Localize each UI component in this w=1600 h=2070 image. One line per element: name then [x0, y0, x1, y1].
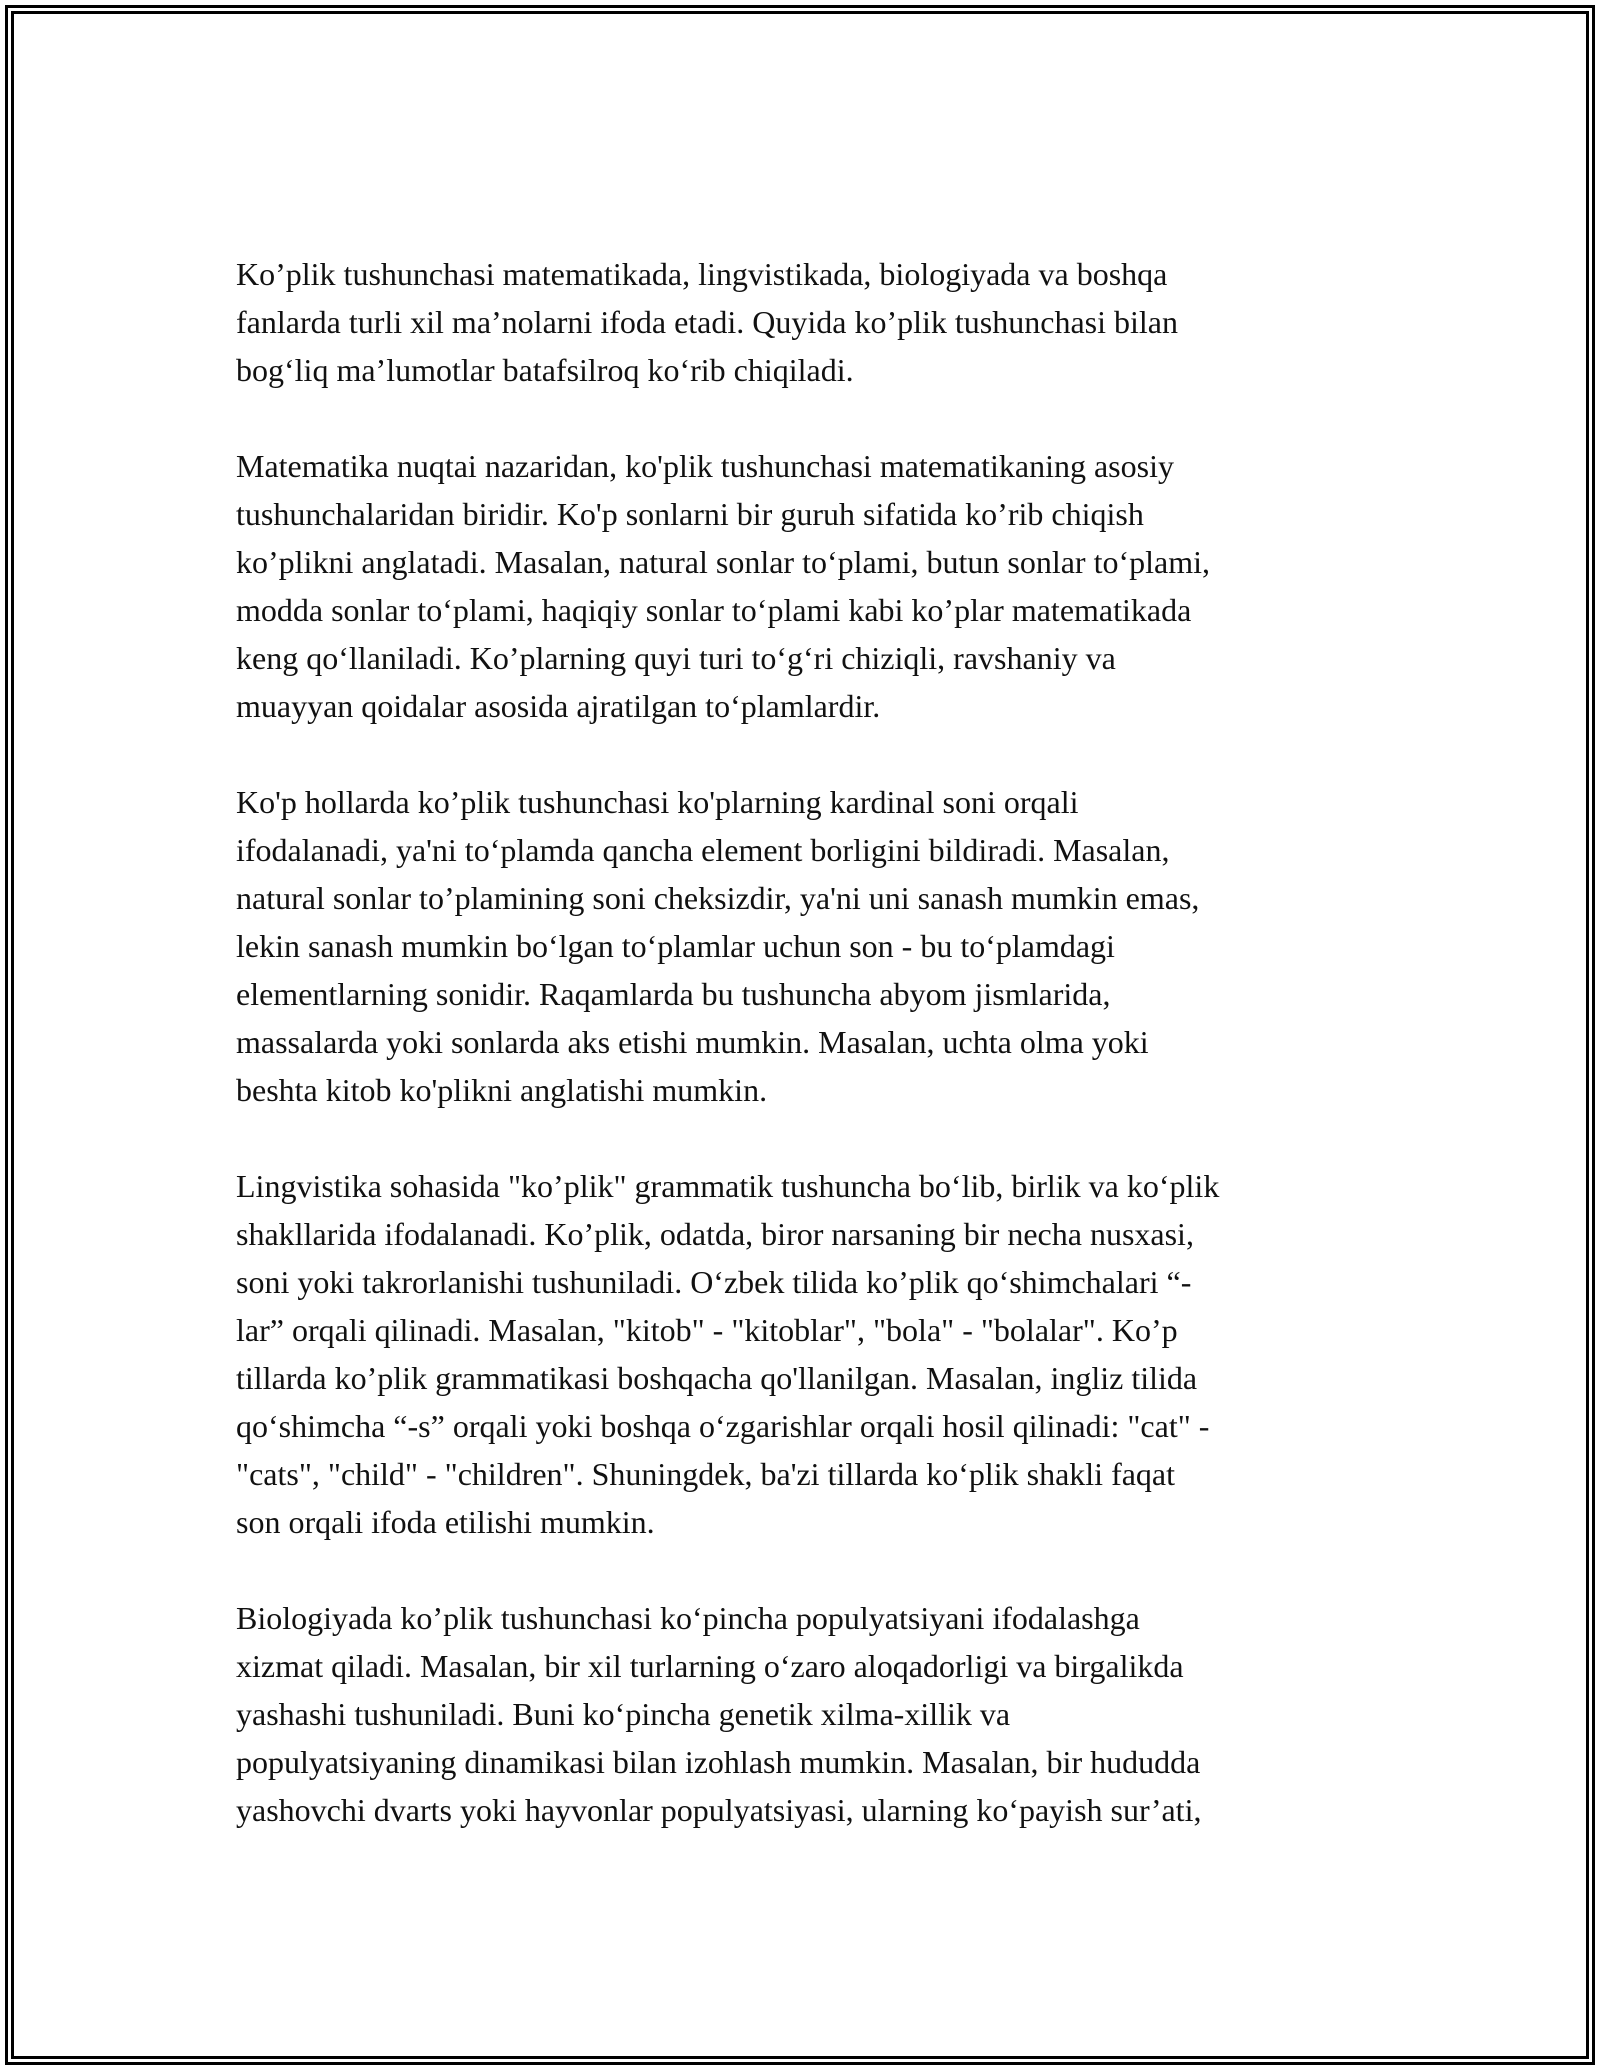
- paragraph-linguistics: Lingvistika sohasida "ko’plik" grammatik tushuncha bo‘lib, birlik va ko‘plik shakllarida ifodalanadi. Ko’plik, odatda, biror narsaning bir necha nusxasi, soni yoki takrorlanishi tushuniladi. O‘zbek tilida ko’plik qo‘shimchalari “- lar” orqali qilinadi. Masalan, "kitob" - "kitoblar", "bola" - "bolalar". Ko’p tillarda ko’plik grammatikasi boshqacha qo'llanilgan. Masalan, ingliz tilida qo‘shimcha “-s” orqali yoki boshqa o‘zgarishlar orqali hosil qilinadi: "cat" - "cats", "child" - "children". Shuningdek, ba'zi tillarda ko‘plik shakli faqat son orqali ifoda etilishi mumkin.: [236, 1168, 1220, 1540]
- paragraph-mathematics: Matematika nuqtai nazaridan, ko'plik tushunchasi matematikaning asosiy tushunchalaridan biridir. Ko'p sonlarni bir guruh sifatida ko’rib chiqish ko’plikni anglatadi. Masalan, natural sonlar to‘plami, butun sonlar to‘plami, modda sonlar to‘plami, haqiqiy sonlar to‘plami kabi ko’plar matematikada keng qo‘llaniladi. Ko’plarning quyi turi to‘g‘ri chiziqli, ravshaniy va muayyan qoidalar asosida ajratilgan to‘plamlardir.: [236, 448, 1210, 724]
- paragraph-biology: Biologiyada ko’plik tushunchasi ko‘pincha populyatsiyani ifodalashga xizmat qiladi. Masalan, bir xil turlarning o‘zaro aloqadorligi va birgalikda yashashi tushuniladi. Buni ko‘pincha genetik xilma-xillik va populyatsiyaning dinamikasi bilan izohlash mumkin. Masalan, bir hududda yashovchi dvarts yoki hayvonlar populyatsiyasi, ularning ko‘payish sur’ati,: [236, 1600, 1202, 1828]
- paragraph-cardinality: Ko'p hollarda ko’plik tushunchasi ko'plarning kardinal soni orqali ifodalanadi, ya'ni to‘plamda qancha element borligini bildiradi. Masalan, natural sonlar to’plamining soni cheksizdir, ya'ni uni sanash mumkin emas, lekin sanash mumkin bo‘lgan to‘plamlar uchun son - bu to‘plamdagi elementlarning sonidir. Raqamlarda bu tushuncha abyom jismlarida, massalarda yoki sonlarda aks etishi mumkin. Masalan, uchta olma yoki beshta kitob ko'plikni anglatishi mumkin.: [236, 784, 1200, 1108]
- paragraph-intro: Ko’plik tushunchasi matematikada, lingvistikada, biologiyada va boshqa fanlarda turli xil ma’nolarni ifoda etadi. Quyida ko’plik tushunchasi bilan bog‘liq ma’lumotlar batafsilroq ko‘rib chiqiladi.: [236, 256, 1178, 388]
- document-body: [236, 250, 1366, 1834]
